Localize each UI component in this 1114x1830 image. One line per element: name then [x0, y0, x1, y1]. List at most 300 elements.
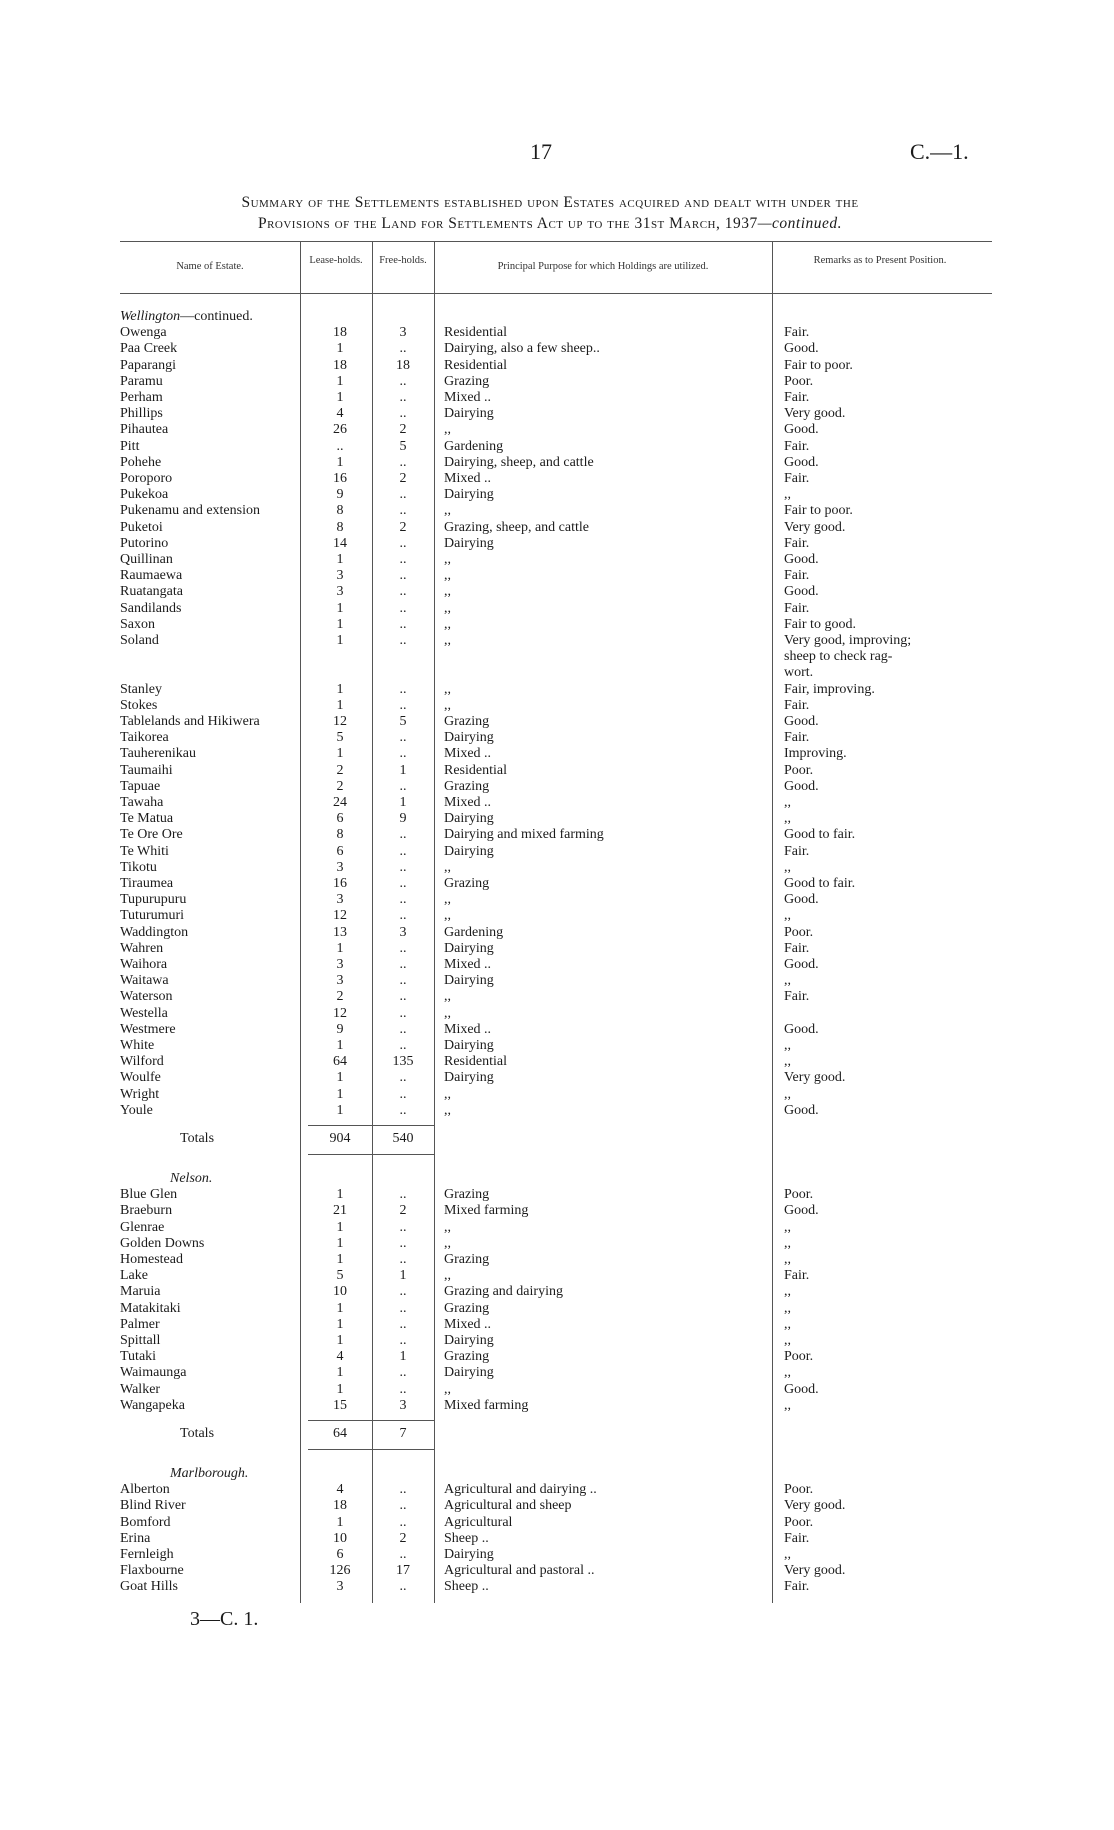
purpose-text: Grazing [444, 1300, 490, 1316]
leaseholds-text: 1 [336, 1381, 344, 1397]
freeholds-text: .. [399, 568, 407, 584]
purpose-text: ,, [444, 908, 451, 924]
estate-name-text: Saxon [120, 616, 155, 632]
estate-name-text: Pukenamu and extension [120, 503, 260, 519]
remark [784, 422, 819, 438]
leaseholds-text: 5 [336, 730, 344, 746]
leaseholds-text: 3 [336, 957, 344, 972]
leaseholds [308, 568, 372, 584]
leaseholds-text: 3 [336, 892, 344, 908]
table-row [120, 1220, 992, 1236]
remark-text: ,, [784, 1219, 791, 1235]
estate-name [120, 1317, 160, 1333]
estate-name-text: Poroporo [120, 471, 173, 486]
estate-name-text: Te Whiti [120, 843, 169, 859]
remark [784, 908, 791, 924]
table-row [120, 860, 992, 876]
estate-name-text: Tablelands and Hikiwera [120, 714, 260, 729]
totals-label-text: Totals [180, 1426, 215, 1441]
table-row [120, 374, 992, 390]
purpose [444, 633, 451, 649]
remark [784, 1498, 845, 1514]
table-row-continuation [120, 649, 992, 665]
remark [784, 1203, 819, 1219]
purpose-text: Dairying [444, 1547, 494, 1562]
remark [784, 973, 791, 989]
section-name: Nelson. [170, 1171, 213, 1186]
estate-name-text: Tiraumea [120, 876, 174, 891]
freeholds-text: .. [399, 730, 407, 746]
remark-text: ,, [784, 811, 791, 827]
table-row [120, 601, 992, 617]
leaseholds [308, 1054, 372, 1070]
remark [784, 860, 791, 876]
remark [784, 698, 809, 714]
remark-text: Good. [784, 552, 819, 567]
leaseholds [308, 1579, 372, 1595]
remark [784, 552, 819, 568]
remark-text: Very good. [784, 1070, 846, 1086]
purpose-text: ,, [444, 681, 451, 697]
freeholds-text: .. [399, 1284, 407, 1300]
purpose [444, 471, 491, 487]
freeholds-text: 2 [399, 471, 407, 486]
estate-name [120, 1022, 176, 1038]
remark [784, 617, 856, 633]
freeholds-text: .. [399, 373, 407, 389]
remark-text: ,, [784, 1365, 791, 1381]
section-heading [120, 309, 992, 325]
totals-freeholds [372, 1131, 434, 1147]
leaseholds-text: 1 [336, 1070, 344, 1086]
purpose [444, 341, 600, 357]
purpose-text: Residential [444, 357, 507, 373]
freeholds-text: .. [399, 535, 407, 551]
freeholds-text: .. [399, 989, 407, 1005]
estate-name [120, 1103, 153, 1119]
estate-name [120, 892, 186, 908]
remark-text: Fair. [784, 989, 810, 1005]
freeholds [372, 1220, 434, 1236]
leaseholds [308, 374, 372, 390]
estate-name-text: Tapuae [120, 778, 161, 794]
remark [784, 1563, 845, 1579]
purpose-text: Sheep .. [444, 1579, 489, 1595]
freeholds [372, 1038, 434, 1054]
estate-name-text: Pohehe [120, 454, 162, 470]
purpose [444, 1087, 451, 1103]
leaseholds-text: 126 [329, 1563, 351, 1579]
settlements-table [120, 241, 992, 1603]
purpose [444, 746, 491, 762]
remark-text: Good. [784, 1021, 819, 1037]
estate-name [120, 682, 162, 698]
purpose [444, 1365, 494, 1381]
table-row [120, 439, 992, 455]
freeholds [372, 1563, 434, 1579]
estate-name-text: Perham [120, 390, 163, 405]
freeholds [372, 1070, 434, 1086]
freeholds-text: 1 [399, 795, 407, 810]
freeholds [372, 1333, 434, 1349]
purpose-text: Agricultural and dairying .. [444, 1482, 597, 1498]
leaseholds-text: 1 [336, 1514, 344, 1530]
remark [784, 795, 791, 811]
estate-name-text: Wright [120, 1086, 160, 1102]
estate-name [120, 844, 169, 860]
leaseholds-text: 9 [336, 1021, 344, 1037]
leaseholds [308, 779, 372, 795]
table-row [120, 406, 992, 422]
remark-text: ,, [784, 1054, 791, 1070]
table-row [120, 358, 992, 374]
leaseholds [308, 1252, 372, 1268]
totals-row [120, 1131, 992, 1147]
freeholds [372, 1482, 434, 1498]
leaseholds-text: 1 [336, 681, 344, 697]
estate-name-text: Braeburn [120, 1203, 173, 1219]
purpose-text: ,, [444, 1219, 451, 1235]
estate-name-text: Spittall [120, 1333, 161, 1348]
table-top-rule [120, 241, 992, 242]
purpose [444, 941, 494, 957]
freeholds [372, 325, 434, 341]
purpose-text: ,, [444, 568, 451, 584]
leaseholds [308, 714, 372, 730]
freeholds [372, 827, 434, 843]
table-row [120, 1515, 992, 1531]
freeholds [372, 714, 434, 730]
leaseholds [308, 1220, 372, 1236]
purpose [444, 1236, 451, 1252]
purpose-text: Dairying [444, 487, 494, 503]
estate-name-text: Paramu [120, 373, 163, 389]
title-suffix: —continued. [757, 215, 843, 232]
table-row [120, 1284, 992, 1300]
remark-text: Fair, improving. [784, 681, 875, 697]
header-purpose: Principal Purpose for which Holdings are utilized. [497, 261, 709, 272]
purpose [444, 1070, 494, 1086]
purpose-text: Residential [444, 325, 507, 341]
estate-name [120, 1547, 174, 1563]
freeholds [372, 1382, 434, 1398]
freeholds-text: .. [399, 1579, 407, 1595]
leaseholds [308, 698, 372, 714]
purpose-text: Mixed .. [444, 390, 492, 405]
remark [784, 341, 819, 357]
remark-text: Good. [784, 341, 819, 357]
estate-name [120, 1301, 181, 1317]
freeholds-text: .. [399, 1086, 407, 1102]
purpose [444, 876, 489, 892]
estate-name-text: Tikotu [120, 859, 157, 875]
remark [784, 487, 791, 503]
estate-name [120, 1365, 187, 1381]
remark [784, 1515, 813, 1531]
purpose-text: ,, [444, 1086, 451, 1102]
freeholds-text: .. [399, 406, 407, 422]
estate-name-text: Woulfe [120, 1070, 161, 1086]
purpose-text: Grazing [444, 1252, 490, 1267]
estate-name-text: Walker [120, 1381, 161, 1397]
estate-name-text: Waimaunga [120, 1365, 187, 1381]
remark-text: Poor. [784, 1187, 814, 1203]
purpose [444, 1220, 451, 1236]
remark [784, 714, 819, 730]
table-row [120, 957, 992, 973]
purpose-text: Dairying [444, 843, 494, 859]
purpose [444, 325, 507, 341]
remark [784, 1365, 791, 1381]
leaseholds-text: 9 [336, 487, 344, 503]
freeholds-text: 1 [399, 762, 407, 778]
table-row [120, 1252, 992, 1268]
freeholds [372, 552, 434, 568]
remark [784, 746, 847, 762]
purpose [444, 1563, 594, 1579]
estate-name [120, 779, 160, 795]
table-row [120, 876, 992, 892]
remark [784, 1252, 791, 1268]
leaseholds [308, 941, 372, 957]
purpose [444, 1382, 451, 1398]
freeholds [372, 925, 434, 941]
freeholds-text: .. [399, 1365, 407, 1381]
purpose [444, 1301, 489, 1317]
table-row [120, 811, 992, 827]
remark [784, 1482, 813, 1498]
leaseholds-text: 1 [336, 1300, 344, 1316]
estate-name [120, 1349, 156, 1365]
estate-name [120, 617, 155, 633]
estate-name-text: Tutaki [120, 1349, 157, 1365]
estate-name [120, 325, 167, 341]
estate-name [120, 1203, 172, 1219]
title-line-2-text: Provisions of the Land for Settlements Act up to the 31st March, 1937 [257, 215, 758, 232]
freeholds [372, 682, 434, 698]
freeholds-text: .. [399, 778, 407, 794]
estate-name [120, 957, 167, 973]
remark [784, 1301, 791, 1317]
estate-name-text: Stokes [120, 697, 158, 713]
estate-name-text: Waddington [120, 924, 189, 940]
leaseholds [308, 584, 372, 600]
purpose [444, 795, 491, 811]
remark-text: Poor. [784, 1514, 814, 1530]
leaseholds-text: 1 [336, 1365, 344, 1381]
remark-text: Fair. [784, 843, 810, 859]
remark-text: Fair to good. [784, 616, 856, 632]
leaseholds-text: 3 [336, 973, 344, 989]
table-row [120, 1398, 992, 1414]
freeholds-text: .. [399, 1187, 407, 1203]
remark [784, 1579, 809, 1595]
leaseholds-text: 8 [336, 827, 344, 843]
table-row [120, 471, 992, 487]
purpose [444, 811, 494, 827]
estate-name-text: Stanley [120, 681, 162, 697]
remark-text: Fair. [784, 1579, 810, 1595]
freeholds-text: 17 [396, 1563, 410, 1579]
remark [784, 730, 809, 746]
estate-name-text: Paparangi [120, 357, 176, 373]
freeholds-text: .. [399, 1070, 407, 1086]
table-row [120, 341, 992, 357]
leaseholds-text: 1 [336, 1316, 344, 1332]
leaseholds [308, 1333, 372, 1349]
purpose-text: Grazing [444, 1187, 490, 1203]
freeholds [372, 1284, 434, 1300]
freeholds [372, 374, 434, 390]
leaseholds-text: 2 [336, 778, 344, 794]
remark [784, 941, 809, 957]
leaseholds-text: 12 [333, 1005, 347, 1021]
purpose-text: Grazing [444, 1349, 490, 1365]
freeholds [372, 633, 434, 649]
purpose [444, 422, 451, 438]
freeholds [372, 1301, 434, 1317]
remark [784, 1349, 813, 1365]
remark-text: ,, [784, 859, 791, 875]
estate-name-text: Sandilands [120, 600, 182, 616]
freeholds-text: .. [399, 1102, 407, 1118]
freeholds [372, 1252, 434, 1268]
leaseholds-text: 1 [336, 1252, 344, 1267]
leaseholds-text: 3 [336, 859, 344, 875]
purpose [444, 763, 507, 779]
table-row [120, 973, 992, 989]
estate-name [120, 1579, 178, 1595]
totals-row [120, 1426, 992, 1442]
leaseholds-text: 1 [336, 1038, 344, 1053]
page-reference: C.—1. [910, 139, 969, 164]
purpose-text: Dairying [444, 940, 494, 956]
remark-text: ,, [784, 1316, 791, 1332]
title-line-1: Summary of the Settlements established upon Estates acquired and dealt with under the [241, 194, 859, 211]
leaseholds [308, 763, 372, 779]
remark-text: Good to fair. [784, 827, 856, 843]
freeholds [372, 1203, 434, 1219]
purpose-text: Grazing [444, 876, 490, 891]
estate-name-text: Pitt [120, 438, 140, 454]
remark-text: ,, [784, 908, 791, 924]
leaseholds-text: 4 [336, 406, 344, 422]
freeholds-text: .. [399, 487, 407, 503]
section-heading [120, 1466, 992, 1482]
purpose-text: ,, [444, 859, 451, 875]
remark [784, 665, 813, 681]
table-row [120, 1087, 992, 1103]
purpose [444, 1203, 528, 1219]
freeholds-text: .. [399, 957, 407, 972]
leaseholds [308, 1187, 372, 1203]
remark-text: Fair. [784, 600, 810, 616]
remark [784, 763, 813, 779]
estate-name-text: Wangapeka [120, 1397, 185, 1413]
remark-text: Very good, improving; [784, 633, 912, 648]
estate-name-text: Youle [120, 1102, 153, 1118]
purpose-text: Dairying [444, 406, 494, 422]
freeholds [372, 487, 434, 503]
freeholds [372, 746, 434, 762]
leaseholds-text: 1 [336, 1086, 344, 1102]
page-number: 17 [530, 139, 552, 164]
remark-text: sheep to check rag- [784, 649, 893, 665]
purpose [444, 601, 451, 617]
freeholds [372, 471, 434, 487]
estate-name-text: Pihautea [120, 422, 169, 438]
remark [784, 1268, 809, 1284]
estate-name [120, 925, 188, 941]
leaseholds [308, 1531, 372, 1547]
estate-name [120, 406, 163, 422]
estate-name-text: Phillips [120, 406, 163, 422]
freeholds-text: .. [399, 1005, 407, 1021]
leaseholds [308, 439, 372, 455]
purpose-text: Dairying [444, 1333, 494, 1348]
leaseholds [308, 503, 372, 519]
purpose-text: Mixed .. [444, 471, 492, 486]
estate-name-text: Raumaewa [120, 568, 183, 584]
estate-name [120, 1087, 159, 1103]
freeholds-text: 9 [399, 811, 407, 827]
remark [784, 439, 809, 455]
freeholds [372, 406, 434, 422]
freeholds [372, 1365, 434, 1381]
freeholds-text: .. [399, 1316, 407, 1332]
purpose [444, 1022, 491, 1038]
purpose-text: Grazing [444, 714, 490, 729]
remark [784, 1087, 791, 1103]
freeholds-text: .. [399, 390, 407, 405]
leaseholds [308, 1515, 372, 1531]
freeholds-text: 5 [399, 714, 407, 729]
freeholds-text: .. [399, 697, 407, 713]
estate-name-text: Waterson [120, 989, 173, 1005]
remark [784, 601, 809, 617]
remark [784, 1284, 791, 1300]
purpose [444, 1482, 597, 1498]
estate-name-text: Tauherenikau [120, 746, 196, 762]
remark-text: ,, [784, 1397, 791, 1413]
estate-name-text: Tuturumuri [120, 908, 185, 924]
leaseholds [308, 795, 372, 811]
leaseholds [308, 876, 372, 892]
remark [784, 1236, 791, 1252]
freeholds [372, 601, 434, 617]
freeholds-text: 2 [399, 422, 407, 438]
estate-name-text: Wilford [120, 1054, 164, 1070]
totals-label [180, 1426, 214, 1442]
freeholds [372, 520, 434, 536]
table-row [120, 633, 992, 649]
remark-text: Good. [784, 454, 819, 470]
remark-text: Poor. [784, 1482, 814, 1498]
estate-name [120, 390, 163, 406]
leaseholds-text: 1 [336, 1333, 344, 1348]
estate-name [120, 568, 182, 584]
leaseholds-text: 1 [336, 341, 344, 357]
freeholds [372, 1349, 434, 1365]
table-row [120, 714, 992, 730]
purpose [444, 714, 489, 730]
leaseholds [308, 811, 372, 827]
table-row [120, 779, 992, 795]
remark [784, 1333, 791, 1349]
estate-name [120, 973, 169, 989]
purpose [444, 1252, 489, 1268]
leaseholds [308, 406, 372, 422]
